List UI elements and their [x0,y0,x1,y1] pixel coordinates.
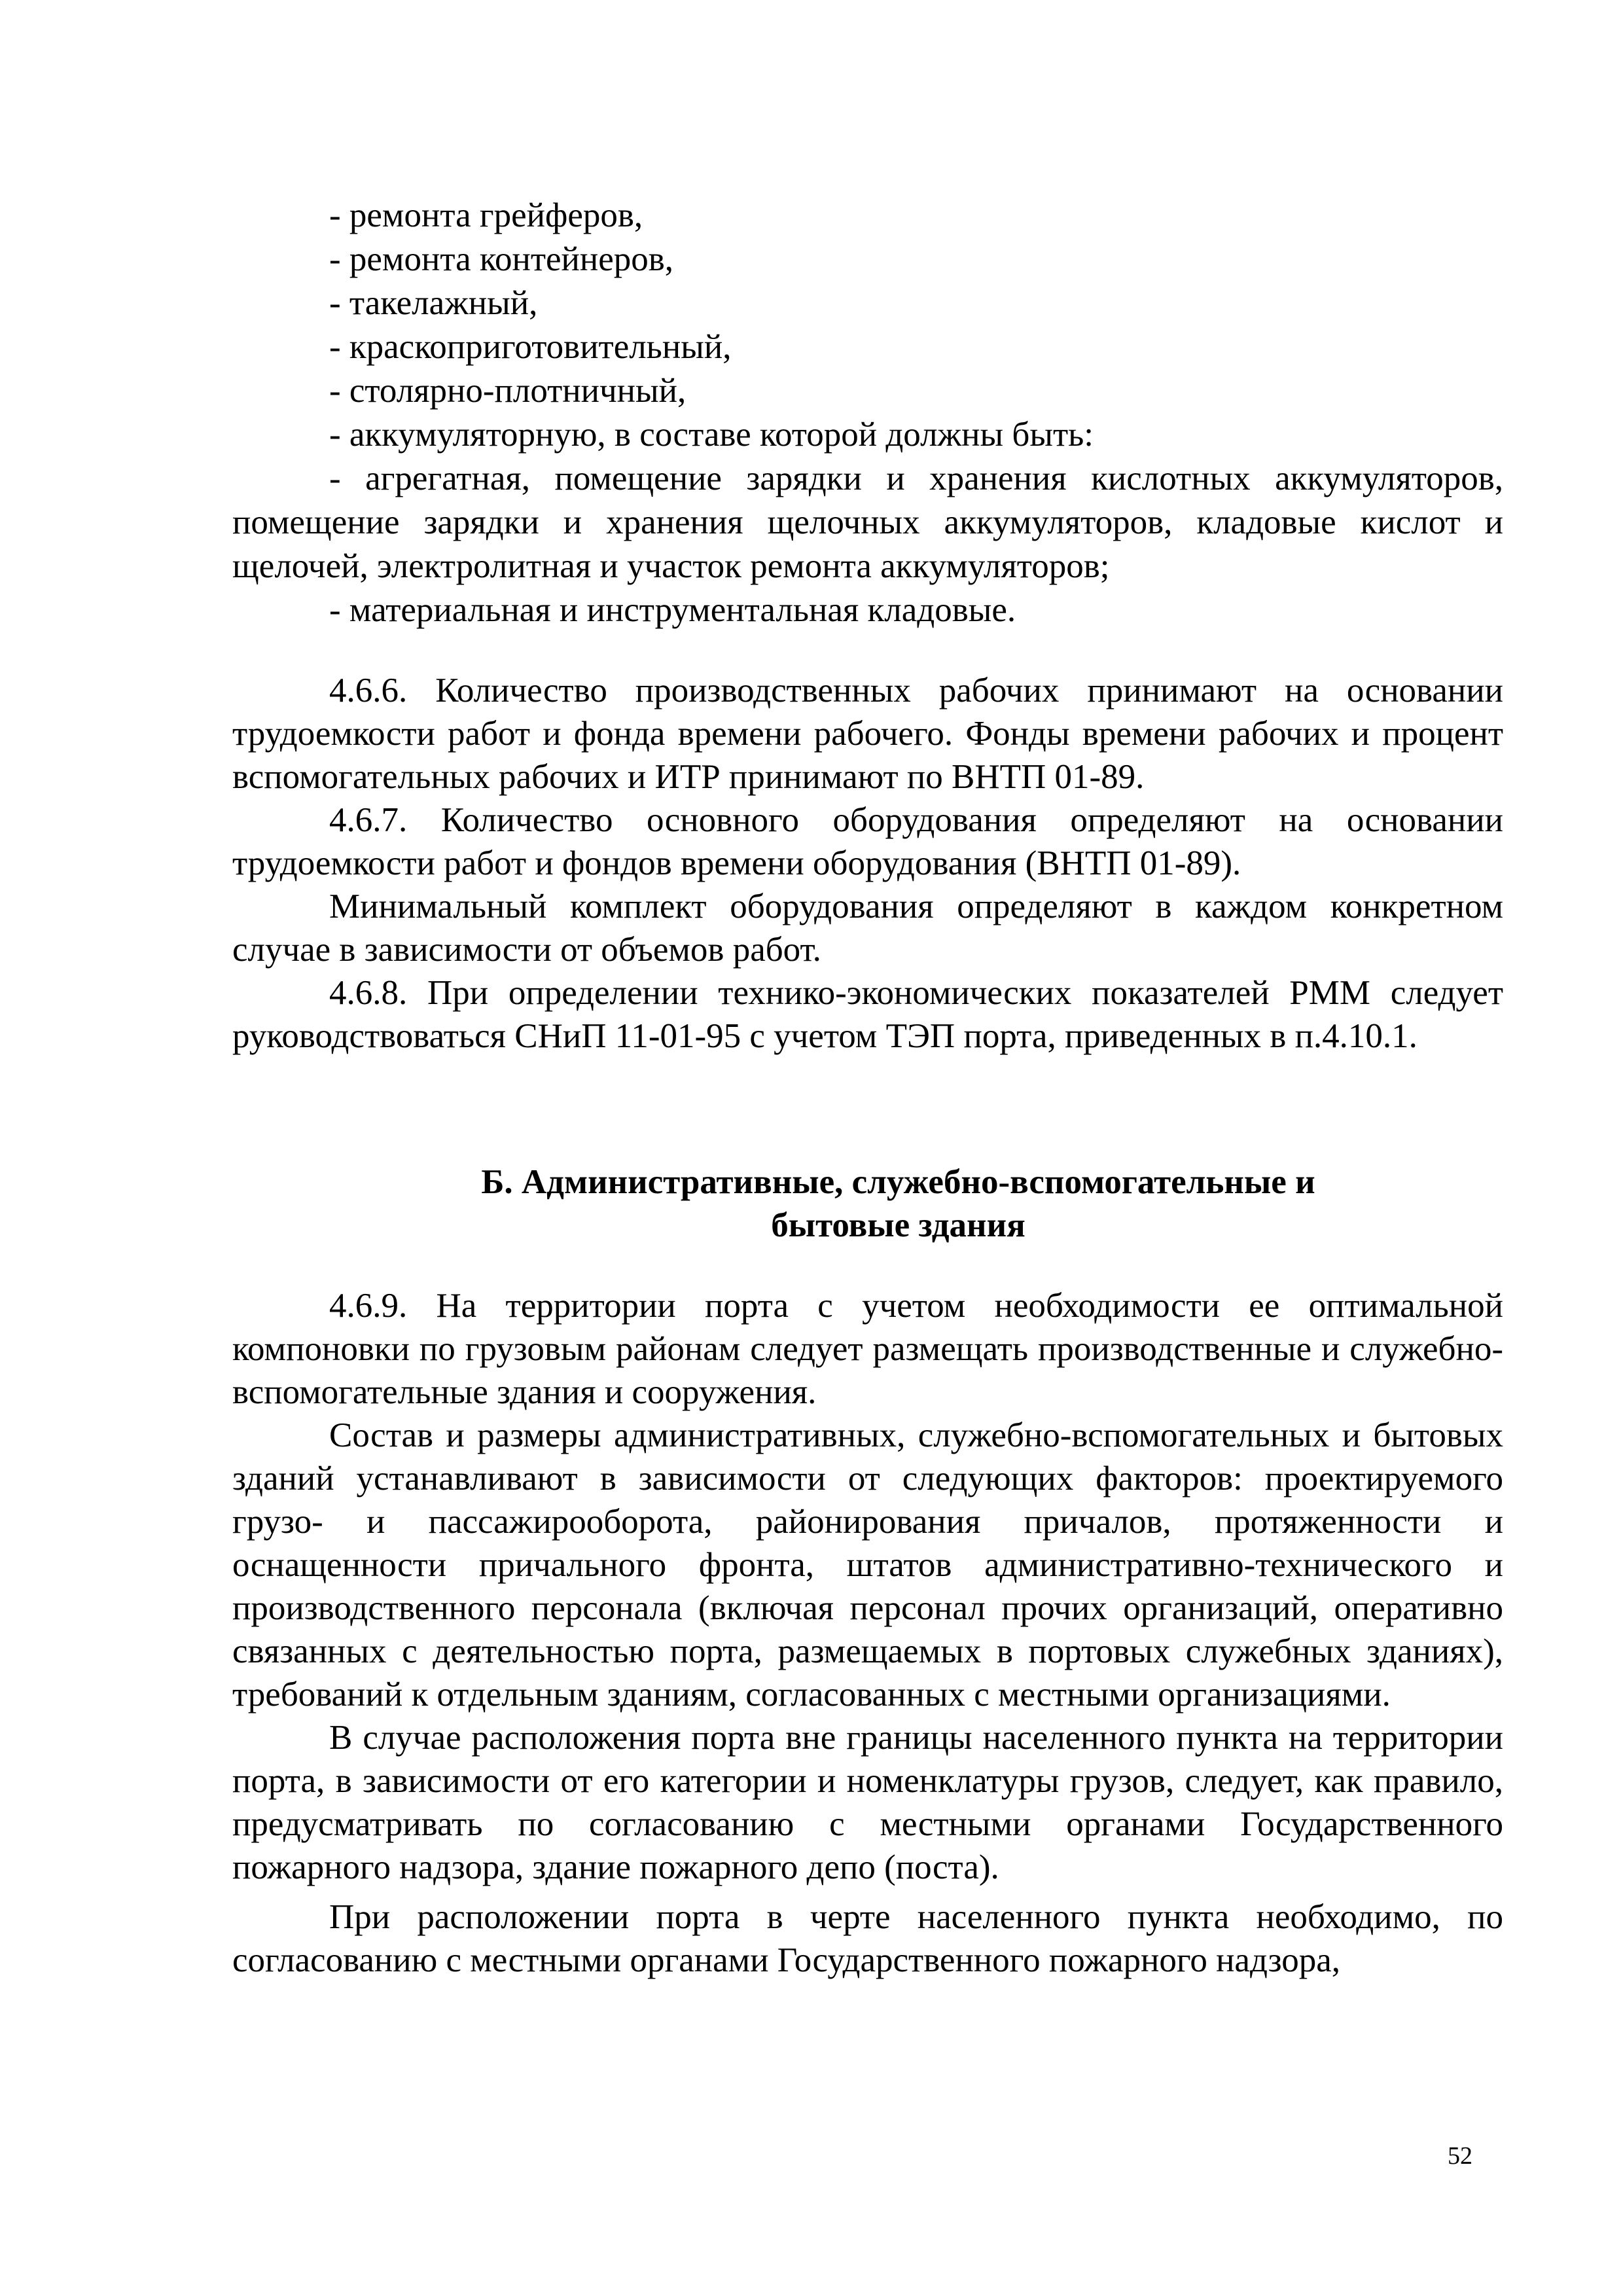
list-item: - аккумуляторную, в составе которой должны быть: [329,416,1094,454]
paragraph-4-6-9: 4.6.9. На территории порта с учетом необходимости ее оптимальной компоновки по грузовым районам следует размещать производственные и служебно-вспомогательные здания и сооружения. [232,1287,1503,1411]
paragraph-city-port: При расположении порта в черте населенного пункта необходимо, по согласованию с местными органами Государственного пожарного надзора, [232,1898,1503,1979]
heading-line-1: Б. Административные, служебно-вспомогательные и [481,1163,1315,1201]
heading-line-2: бытовые здания [771,1206,1026,1244]
list-item: - краскоприготовительный, [329,328,732,366]
paragraph-4-6-6: 4.6.6. Количество производственных рабочих принимают на основании трудоемкости работ и фонда времени рабочего. Фонды времени рабочих и процент вспомогательных рабочих и ИТР принимают по ВНТП 01-89. [232,672,1503,796]
list-item: - ремонта контейнеров, [329,240,674,278]
section-buildings [232,1284,1503,1982]
list-item: - столярно-плотничный, [329,372,687,410]
section-staffing [232,669,1503,1058]
paragraph-fire-depot: В случае расположения порта вне границы населенного пункта на территории порта, в зависимости от его категории и номенклатуры грузов, следует, как правило, предусматривать по согласованию с местными органами Государственного пожарного надзора, здание пожарного депо (поста). [232,1719,1503,1886]
page-number: 52 [1448,2142,1472,2170]
list-item: - такелажный, [329,284,538,322]
section-heading [232,1160,1564,1247]
paragraph-min-equipment: Минимальный комплект оборудования определяют в каждом конкретном случае в зависимости от объемов работ. [232,888,1503,969]
paragraph-4-6-8: 4.6.8. При определении технико-экономических показателей РММ следует руководствоваться СНиП 11-01-95 с учетом ТЭП порта, приведенных в п.4.10.1. [232,974,1503,1055]
paragraph-composition: Состав и размеры административных, служебно-вспомогательных и бытовых зданий устанавливают в зависимости от следующих факторов: проектируемого грузо- и пассажирооборота, районирования причалов, протяженности и оснащенности причального фронта, штатов административно-технического и производственного персонала (включая персонал прочих организаций, оперативно связанных с деятельностью порта, размещаемых в портовых служебных зданиях), требований к отдельным зданиям, согласованных с местными организациями. [232,1416,1503,1713]
list-item: - агрегатная, помещение зарядки и хранения кислотных аккумуляторов, помещение зарядки и хранения щелочных аккумуляторов, кладовые кислот и щелочей, электролитная и участок ремонта аккумуляторов; [232,459,1503,585]
bullet-list [232,194,1503,632]
list-item: - материальная и инструментальная кладовые. [329,591,1016,629]
list-item: - ремонта грейферов, [329,196,643,234]
paragraph-4-6-7: 4.6.7. Количество основного оборудования определяют на основании трудоемкости работ и фондов времени оборудования (ВНТП 01-89). [232,801,1503,882]
